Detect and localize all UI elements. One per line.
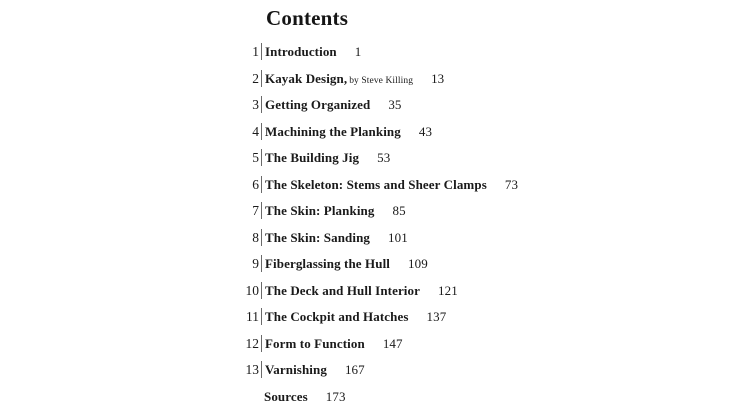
chapter-title-line	[265, 309, 446, 325]
chapter-title-line	[265, 336, 403, 352]
divider	[261, 282, 262, 299]
page-number: 147	[382, 335, 403, 351]
divider	[261, 123, 262, 140]
chapter-number: 10	[245, 282, 259, 298]
page-number: 109	[408, 256, 428, 271]
chapter-title: Fiberglassing the Hull	[265, 256, 390, 271]
toc-entry	[0, 40, 750, 67]
chapter-title-line	[265, 97, 402, 113]
toc-entry	[0, 146, 750, 173]
chapter-title-line	[265, 44, 361, 60]
sources-title: Sources	[264, 388, 308, 404]
page-number: 73	[504, 176, 519, 192]
page-number: 85	[392, 203, 406, 218]
chapter-title: The Deck and Hull Interior	[265, 282, 420, 298]
chapter-title-line	[265, 124, 432, 140]
toc-entry	[0, 279, 750, 306]
page-number: 35	[388, 97, 402, 112]
page-number: 1	[354, 44, 362, 59]
chapter-number: 4	[252, 123, 259, 139]
chapter-title-line	[265, 203, 406, 219]
chapter-title: The Skin: Planking	[265, 203, 375, 218]
toc-entry	[0, 120, 750, 147]
divider	[261, 202, 262, 219]
divider	[261, 255, 262, 272]
page-number: 101	[388, 229, 408, 245]
toc-entry	[0, 332, 750, 359]
chapter-number: 7	[252, 203, 259, 218]
chapter-number: 9	[252, 256, 259, 271]
chapter-title: Form to Function	[265, 335, 365, 351]
chapter-number: 12	[245, 335, 259, 351]
toc-entry	[0, 252, 750, 279]
chapter-number: 3	[252, 97, 259, 112]
chapter-number: 11	[246, 309, 259, 324]
page-title: Contents	[266, 6, 349, 30]
chapter-title: The Building Jig	[265, 150, 360, 165]
chapter-number: 1	[252, 44, 259, 59]
chapter-title-line	[265, 177, 518, 193]
chapter-number: 13	[245, 362, 259, 377]
page-number: 43	[418, 123, 433, 139]
chapter-number: 5	[252, 150, 259, 165]
chapter-title-line	[265, 256, 428, 272]
divider	[261, 361, 262, 378]
divider	[261, 229, 262, 246]
chapter-title-line	[265, 71, 444, 87]
divider	[261, 308, 262, 325]
table-of-contents	[0, 40, 750, 411]
toc-entry	[0, 305, 750, 332]
page-number: 173	[325, 388, 346, 404]
chapter-title: The Skeleton: Stems and Sheer Clamps	[265, 176, 487, 192]
divider	[261, 149, 262, 166]
toc-entry	[0, 173, 750, 200]
chapter-byline: by Steve Killing	[349, 75, 414, 86]
chapter-title-line	[265, 283, 458, 299]
chapter-title: Varnishing	[265, 362, 327, 377]
divider	[261, 43, 262, 60]
divider	[261, 176, 262, 193]
chapter-number: 6	[252, 176, 259, 192]
toc-entry	[0, 199, 750, 226]
toc-entry	[0, 93, 750, 120]
divider	[261, 96, 262, 113]
chapter-number: 8	[252, 229, 259, 245]
chapter-title: The Cockpit and Hatches	[265, 309, 409, 324]
chapter-title: Kayak Design,	[265, 70, 348, 86]
divider	[261, 335, 262, 352]
chapter-title: The Skin: Sanding	[265, 229, 371, 245]
page-number: 53	[377, 150, 391, 165]
toc-entry	[0, 226, 750, 253]
divider	[261, 70, 262, 87]
sources-line	[264, 389, 346, 405]
page-number: 121	[438, 282, 458, 298]
chapter-title-line	[265, 362, 365, 378]
toc-entry-sources	[0, 385, 750, 412]
toc-entry	[0, 67, 750, 94]
page-number: 13	[431, 70, 445, 86]
page-number: 137	[426, 309, 447, 324]
page-number: 167	[344, 362, 365, 377]
chapter-title: Introduction	[265, 44, 337, 59]
chapter-title-line	[265, 230, 408, 246]
chapter-number: 2	[252, 70, 259, 86]
chapter-title: Getting Organized	[265, 97, 371, 112]
chapter-title-line	[265, 150, 390, 166]
chapter-title: Machining the Planking	[265, 123, 401, 139]
toc-entry	[0, 358, 750, 385]
